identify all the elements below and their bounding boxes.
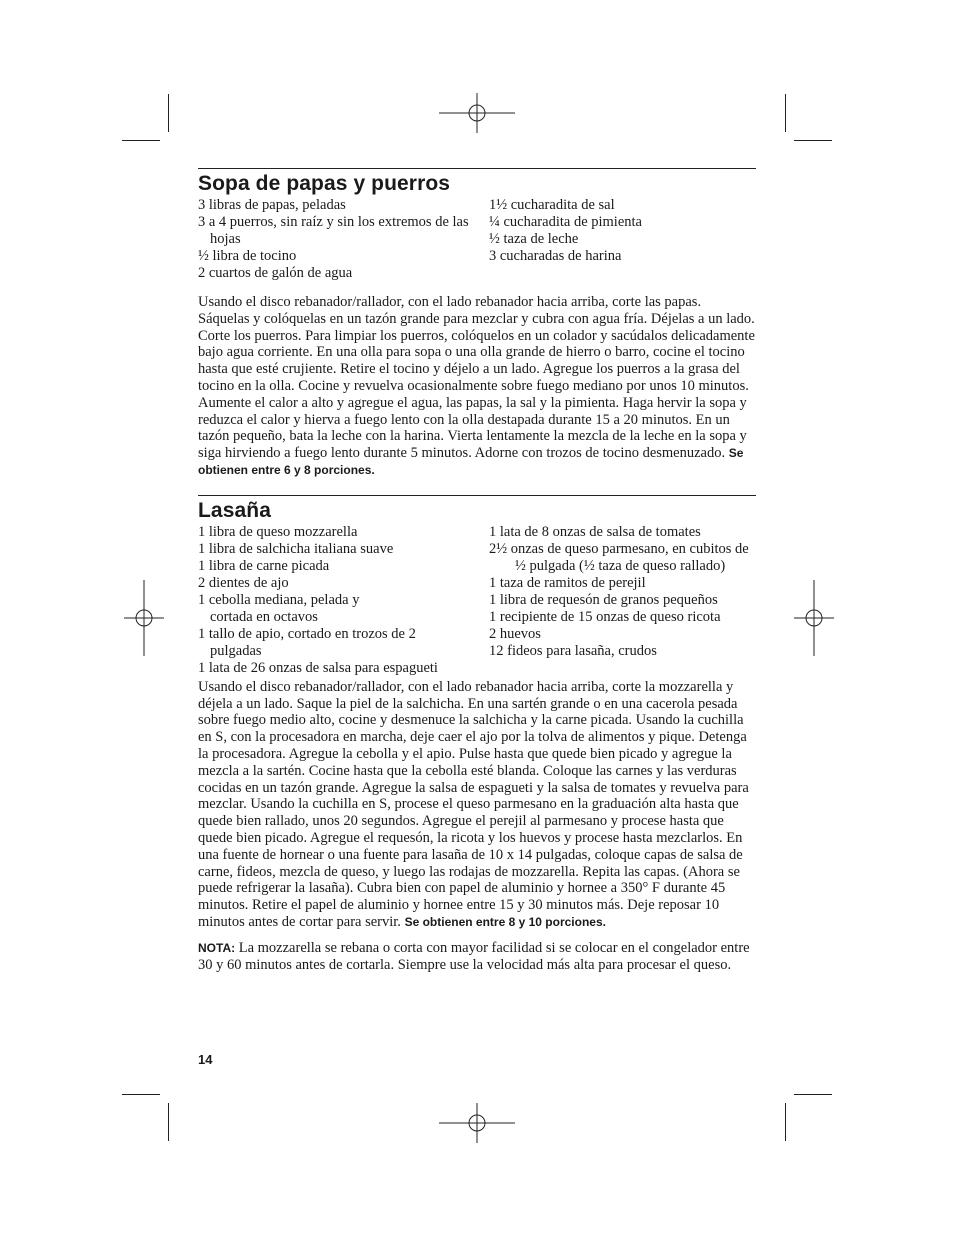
ingredient-item: 1 tallo de apio, cortado en trozos de 2 pulgadas [198, 625, 416, 659]
ingredient-item: 2 dientes de ajo [198, 574, 289, 591]
ingredient-item: 3 libras de papas, peladas [198, 197, 346, 213]
registration-mark-left [124, 580, 164, 656]
ingredient-item: 2 cuartos de galón de agua [198, 265, 353, 281]
recipe-instructions [198, 294, 756, 479]
recipe-yield: Se obtienen entre 6 y 8 porciones. [198, 446, 744, 477]
crop-mark [168, 94, 169, 132]
ingredients-column-left [198, 524, 489, 677]
ingredient-item: 2 huevos [489, 625, 541, 642]
ingredients-list [198, 524, 756, 677]
crop-mark [785, 1103, 786, 1141]
page-number: 14 [198, 1052, 213, 1067]
recipe-yield: Se obtienen entre 8 y 10 porciones. [404, 914, 606, 929]
recipe-title: Lasaña [198, 498, 271, 522]
crop-mark [785, 94, 786, 132]
ingredient-item: 3 a 4 puerros, sin raíz y sin los extremos de las hojas [198, 214, 469, 247]
section-rule [198, 495, 756, 496]
ingredient-item: 1 taza de ramitos de perejil [489, 574, 646, 591]
ingredients-column-right [489, 524, 756, 677]
registration-mark-top [439, 93, 515, 133]
ingredient-item: ¼ cucharadita de pimienta [489, 214, 642, 230]
recipe-instructions [198, 679, 756, 931]
instructions-text: Usando el disco rebanador/rallador, con el lado rebanador hacia arriba, corte la mozzarella y déjela a un lado. Saque la piel de la salchicha. En una sartén grande o en una cacerola pesada sobre fuego medio alto, cocine y desmenuce la salchicha y la carne picada. Usando la cuchilla en S, con la procesadora en marcha, deje caer el ajo por la tolva de alimentos y pique. Detenga la procesadora. Agregue la cebolla y el apio. Pulse hasta que quede bien picado y agregue la mezcla a la sartén. Cocine hasta que la cebolla esté blanda. Coloque las carnes y las verduras cocidas en un tazón grande. Agregue la salsa de espagueti y la salsa de tomates y revuelva para mezclar. Usando la cuchilla en S, procese el queso parmesano en la graduación alta hasta que quede bien rallado, unos 20 segundos. Agregue el perejil al parmesano y procese hasta que quede bien picado. Agregue el requesón, la ricota y los huevos y procese hasta mezclarlos. En una fuente de hornear o una fuente para lasaña de 10 x 14 pulgadas, coloque capas de salsa de carne, fideos, mezcla de queso, y luego las rodajas de mozzarella. Repita las capas. (Ahora se puede refrigerar la lasaña). Cubra bien con papel de aluminio y hornee a 350° F durante 45 minutos. Retire el papel de aluminio y hornee entre 15 y 30 minutos más. Deje reposar 10 minutos antes de cortar para servir. [198, 678, 749, 930]
recipe-lasagna [198, 495, 756, 974]
crop-mark [794, 140, 832, 141]
ingredient-item: 3 cucharadas de harina [489, 248, 622, 264]
ingredient-item: 1 lata de 8 onzas de salsa de tomates [489, 523, 701, 540]
ingredient-item: ½ taza de leche [489, 231, 579, 247]
ingredients-list [198, 197, 756, 282]
recipe-soup [198, 168, 756, 479]
ingredient-item: 1 cebolla mediana, pelada y cortada en octavos [198, 591, 360, 625]
ingredient-item: 1 recipiente de 15 onzas de queso ricota [489, 608, 721, 625]
ingredient-item: 2½ onzas de queso parmesano, en cubitos de ½ pulgada (½ taza de queso rallado) [489, 540, 749, 574]
registration-mark-bottom [439, 1103, 515, 1143]
ingredient-item: 12 fideos para lasaña, crudos [489, 642, 657, 659]
ingredient-item: 1 lata de 26 onzas de salsa para espagueti [198, 659, 438, 676]
ingredient-item: 1 libra de carne picada [198, 557, 330, 574]
ingredient-item: ½ libra de tocino [198, 248, 297, 264]
section-rule [198, 168, 756, 169]
registration-mark-right [794, 580, 834, 656]
note-text: La mozzarella se rebana o corta con mayor facilidad si se colocar en el congelador entre 30 y 60 minutos antes de cortarla. Siempre use la velocidad más alta para procesar el queso. [198, 939, 750, 973]
ingredient-item: 1 libra de queso mozzarella [198, 523, 358, 540]
ingredient-item: 1 libra de salchicha italiana suave [198, 540, 394, 557]
recipe-content [198, 168, 756, 973]
recipe-note [198, 940, 756, 974]
crop-mark [122, 140, 160, 141]
note-label: NOTA: [198, 940, 236, 955]
ingredient-item: 1½ cucharadita de sal [489, 197, 615, 213]
instructions-text: Usando el disco rebanador/rallador, con el lado rebanador hacia arriba, corte las papas. Sáquelas y colóquelas en un tazón grande para mezclar y cubra con agua fría. Déjelas a un lado. Corte los puerros. Para limpiar los puerros, colóquelos en un colador y sacúdalos delicadamente bajo agua corriente. En una olla para sopa o una olla grande de hierro o barro, cocine el tocino hasta que esté crujiente. Retire el tocino y déjelo a un lado. Agregue los puerros a la grasa del tocino en la olla. Cocine y revuelva ocasionalmente sobre fuego mediano por unos 10 minutos. Aumente el calor a alto y agregue el agua, las papas, la sal y la pimienta. Haga hervir la sopa y reduzca el calor y hierva a fuego lento con la olla destapada durante 15 a 20 minutos. En un tazón pequeño, bata la leche con la harina. Vierta lentamente la mezcla de la leche en la sopa y siga hirviendo a fuego lento durante 5 minutos. Adorne con trozos de tocino desmenuzado. [198, 294, 755, 462]
crop-mark [168, 1103, 169, 1141]
crop-mark [122, 1094, 160, 1095]
ingredient-item: 1 libra de requesón de granos pequeños [489, 591, 718, 608]
ingredients-column-left [198, 197, 489, 282]
ingredients-column-right [489, 197, 756, 282]
crop-mark [794, 1094, 832, 1095]
recipe-title: Sopa de papas y puerros [198, 172, 451, 195]
